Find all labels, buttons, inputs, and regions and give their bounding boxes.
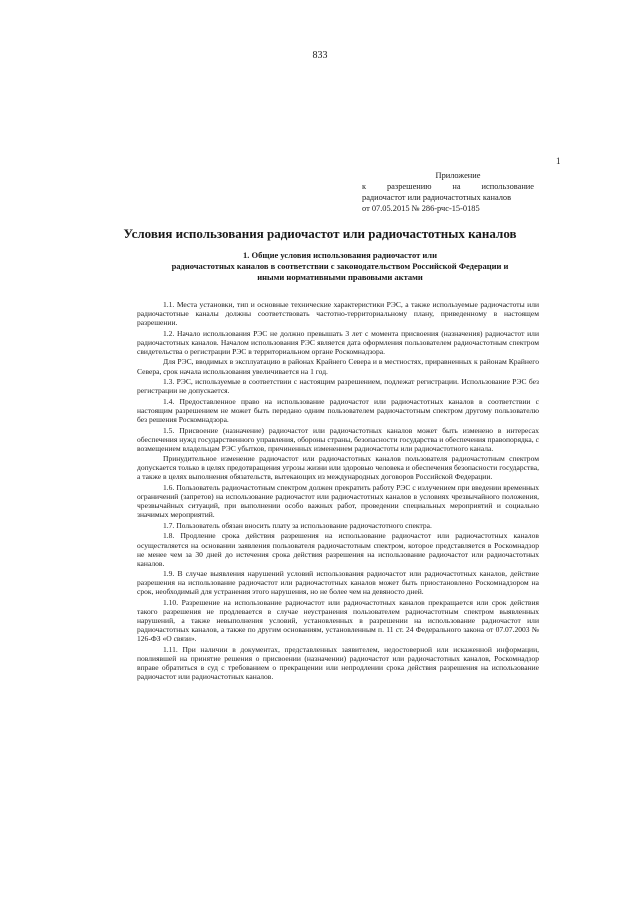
paragraph-1-6: 1.6. Пользователь радиочастотным спектром должен прекратить работу РЭС с излучением при введении временных ограничений (запретов) на использование радиочастот или радиочастотных каналов в условиях чрезвычайного положения, чрезвычайных ситуаций, при выполнении особо важных работ, проведении специальных мероприятий и социально значимых мероприятий. [137, 483, 539, 520]
paragraph-1-5: 1.5. Присвоение (назначение) радиочастот или радиочастотных каналов может быть изменено в интересах обеспечения нужд государственного управления, обороны страны, безопасности государства и обеспечения правопорядка, с возмещением владельцам РЭС убытков, причиненных изменением радиочастоты или радиочастотного канала. [137, 425, 539, 453]
paragraph-1-2: 1.2. Начало использования РЭС не должно превышать 3 лет с момента присвоения (назначения) радиочастот или радиочастотных каналов. Началом использования РЭС является дата оформления пользователем радиочастотным спектром свидетельства о регистрации РЭС в территориальном органе Роскомнадзора. [137, 328, 539, 356]
appendix-block [362, 170, 534, 214]
appendix-line: от 07.05.2015 № 286-рчс-15-0185 [362, 204, 480, 213]
paragraph-1-5-forced-change: Принудительное изменение радиочастот или радиочастотных каналов пользователя радиочастотным спектром допускается только в целях предотвращения угрозы жизни или здоровью человека и обеспечения безопасности государства, а также в целях выполнения обязательств, вытекающих из международных договоров Российской Федерации. [137, 454, 539, 482]
section-heading [130, 250, 550, 283]
paragraph-1-11: 1.11. При наличии в документах, представленных заявителем, недостоверной или искаженной информации, повлиявшей на принятие решения о присвоении (назначении) радиочастот или радиочастотных каналов, Роскомнадзор вправе обратиться в суд с требованием о прекращении или непродлении срока действия разрешения на использование радиочастот или радиочастотных каналов. [137, 644, 539, 681]
page-number: 833 [312, 50, 328, 61]
paragraph-1-4: 1.4. Предоставленное право на использование радиочастот или радиочастотных каналов в соответствии с настоящим разрешением не может быть передано одним пользователем радиочастотным спектром другому пользователю без решения Роскомнадзора. [137, 396, 539, 424]
sheet-number: 1 [556, 156, 561, 166]
section-heading-line: радиочастотных каналов в соответствии с законодательством Российской Федерации и [171, 261, 509, 271]
paragraph-1-9: 1.9. В случае выявления нарушений условий использования радиочастот или радиочастотных каналов, действие разрешения на использование радиочастот или радиочастотных каналов может быть приостановлено Роскомнадзором на срок, необходимый для устранения этого нарушения, но не более чем на девяносто дней. [137, 569, 539, 597]
paragraph-1-7: 1.7. Пользователь обязан вносить плату за использование радиочастотного спектра. [163, 520, 432, 530]
appendix-line: радиочастот или радиочастотных каналов [362, 193, 512, 202]
paragraph-1-3: 1.3. РЭС, используемые в соответствии с настоящим разрешением, подлежат регистрации. Использование РЭС без регистрации не допускается. [137, 377, 539, 396]
appendix-line: к разрешению на использование [362, 182, 534, 191]
paragraph-1-8: 1.8. Продление срока действия разрешения на использование радиочастот или радиочастотных каналов осуществляется на основании заявления пользователя радиочастотным спектром, которое представляется в Роскомнадзор не менее чем за 30 дней до истечения срока действия разрешения на использование радиочастот или радиочастотных каналов. [137, 531, 539, 568]
section-heading-line: 1. Общие условия использования радиочастот или [243, 250, 437, 260]
document-title: Условия использования радиочастот или радиочастотных каналов [123, 226, 517, 241]
paragraph-1-1: 1.1. Места установки, тип и основные технические характеристики РЭС, а также используемые радиочастоты или радиочастотные каналы должны соответствовать частотно-территориальному плану, приведенному в настоящем разрешении. [137, 300, 539, 328]
paragraph-1-10: 1.10. Разрешение на использование радиочастот или радиочастотных каналов прекращается или срок действия такого разрешения не продлевается в случае неустранения пользователем радиочастотным спектром выявленных нарушений, а также невыполнения условий, установленных в разрешении на использование радиочастот или радиочастотных каналов, а также по другим основаниям, установленным п. 11 ст. 24 Федерального закона от 07.07.2003 № 126-ФЗ «О связи». [137, 597, 539, 644]
section-heading-line: иными нормативными правовыми актами [257, 272, 423, 282]
document-body [137, 300, 539, 683]
paragraph-1-2-far-north: Для РЭС, вводимых в эксплуатацию в районах Крайнего Севера и в местностях, приравненных к районам Крайнего Севера, срок начала использования увеличивается на 1 год. [137, 357, 539, 376]
appendix-title: Приложение [435, 171, 481, 180]
